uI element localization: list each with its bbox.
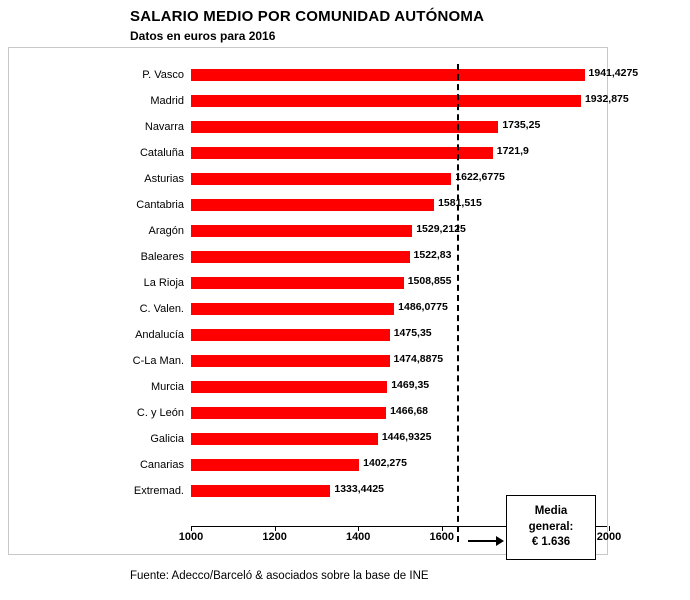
axis-tick-label: 1200 — [262, 531, 287, 543]
bar-track — [191, 296, 609, 322]
bar — [191, 95, 581, 107]
bar-track — [191, 166, 609, 192]
bar-value-label: 1333,4425 — [334, 483, 385, 495]
bar-track — [191, 62, 639, 88]
bar — [191, 303, 394, 315]
bar-track — [191, 88, 629, 114]
axis-tick-label: 1000 — [178, 531, 204, 543]
category-label: Madrid — [150, 95, 184, 107]
bar — [191, 251, 410, 263]
bar-track — [191, 192, 609, 218]
bar-value-label: 1622,6775 — [455, 171, 505, 183]
bar-row — [9, 348, 609, 374]
bar-rows — [9, 62, 639, 504]
category-label: Navarra — [144, 121, 184, 133]
callout-arrow-icon — [468, 535, 504, 547]
source-note: Fuente: Adecco/Barceló & asociados sobre la base de INE — [130, 570, 429, 582]
mean-reference-line — [457, 64, 459, 542]
bar-value-label: 1402,275 — [363, 457, 407, 469]
bar-track — [191, 452, 609, 478]
bar-track — [191, 244, 609, 270]
bar-track — [191, 114, 609, 140]
category-label: C-La Man. — [132, 355, 184, 367]
bar-row — [9, 192, 609, 218]
bar-value-label: 1735,25 — [502, 119, 541, 131]
axis-tick-label: 1600 — [429, 531, 455, 543]
bar-row — [9, 244, 609, 270]
mean-callout — [506, 495, 596, 560]
page-subtitle: Datos en euros para 2016 — [130, 29, 276, 43]
category-label: Canarias — [139, 459, 184, 471]
bar-value-label: 1508,855 — [407, 275, 452, 287]
bar — [191, 199, 434, 211]
bar — [191, 381, 387, 393]
bar-value-label: 1721,9 — [496, 145, 529, 157]
bar — [191, 407, 386, 419]
bar-row — [9, 426, 609, 452]
bar-track — [191, 218, 609, 244]
bar-track — [191, 400, 609, 426]
bar — [191, 69, 585, 81]
bar — [191, 355, 390, 367]
category-label: C. y León — [136, 407, 184, 419]
bar-value-label: 1529,2125 — [416, 223, 466, 235]
bar-row — [9, 374, 609, 400]
category-label: Baleares — [140, 251, 184, 263]
bar-track — [191, 426, 609, 452]
category-label: P. Vasco — [142, 69, 184, 81]
bar-row — [9, 88, 629, 114]
category-label: Murcia — [150, 381, 184, 393]
callout-line-2: general: — [528, 520, 574, 533]
category-label: Andalucía — [135, 329, 184, 341]
bar-track — [191, 322, 609, 348]
bar-row — [9, 400, 609, 426]
page-title: SALARIO MEDIO POR COMUNIDAD AUTÓNOMA — [130, 8, 485, 25]
category-label: Galicia — [150, 433, 184, 445]
bar-value-label: 1932,875 — [584, 93, 629, 105]
bar-track — [191, 348, 609, 374]
bar-row — [9, 62, 639, 88]
bar-value-label: 1941,4275 — [588, 67, 639, 79]
bar-value-label: 1475,35 — [393, 327, 432, 339]
category-label: C. Valen. — [139, 303, 184, 315]
category-label: Asturias — [144, 173, 184, 185]
category-label: Cantabria — [136, 199, 184, 211]
bar — [191, 329, 390, 341]
bar-row — [9, 270, 609, 296]
bar-row — [9, 322, 609, 348]
bar — [191, 459, 359, 471]
bar — [191, 173, 451, 185]
bar — [191, 121, 498, 133]
category-label: La Rioja — [143, 277, 184, 289]
category-label: Aragón — [148, 225, 184, 237]
bar — [191, 225, 412, 237]
bar-value-label: 1474,8875 — [393, 353, 444, 365]
bar-value-label: 1466,68 — [390, 405, 429, 417]
bar-value-label: 1581,515 — [438, 197, 482, 209]
bar-value-label: 1522,83 — [413, 249, 452, 261]
bar-row — [9, 140, 609, 166]
bar-track — [191, 374, 609, 400]
bar-row — [9, 452, 609, 478]
bar-value-label: 1469,35 — [391, 379, 430, 391]
bar-row — [9, 166, 609, 192]
category-label: Cataluña — [139, 147, 184, 159]
bar-track — [191, 140, 609, 166]
axis-tick-label: 1400 — [345, 531, 371, 543]
bar — [191, 147, 493, 159]
bar-value-label: 1446,9325 — [381, 431, 432, 443]
callout-line-1: Media — [534, 505, 568, 517]
bar-value-label: 1486,0775 — [398, 301, 448, 313]
axis-tick-label: 2000 — [596, 531, 622, 543]
bar — [191, 485, 330, 497]
plot-area — [8, 47, 639, 555]
category-label: Extremad. — [133, 485, 184, 497]
bar — [191, 433, 378, 445]
bar-row — [9, 296, 609, 322]
bar — [191, 277, 404, 289]
bar-track — [191, 270, 609, 296]
bar-row — [9, 218, 609, 244]
callout-line-3: € 1.636 — [531, 536, 571, 549]
bar-row — [9, 114, 609, 140]
